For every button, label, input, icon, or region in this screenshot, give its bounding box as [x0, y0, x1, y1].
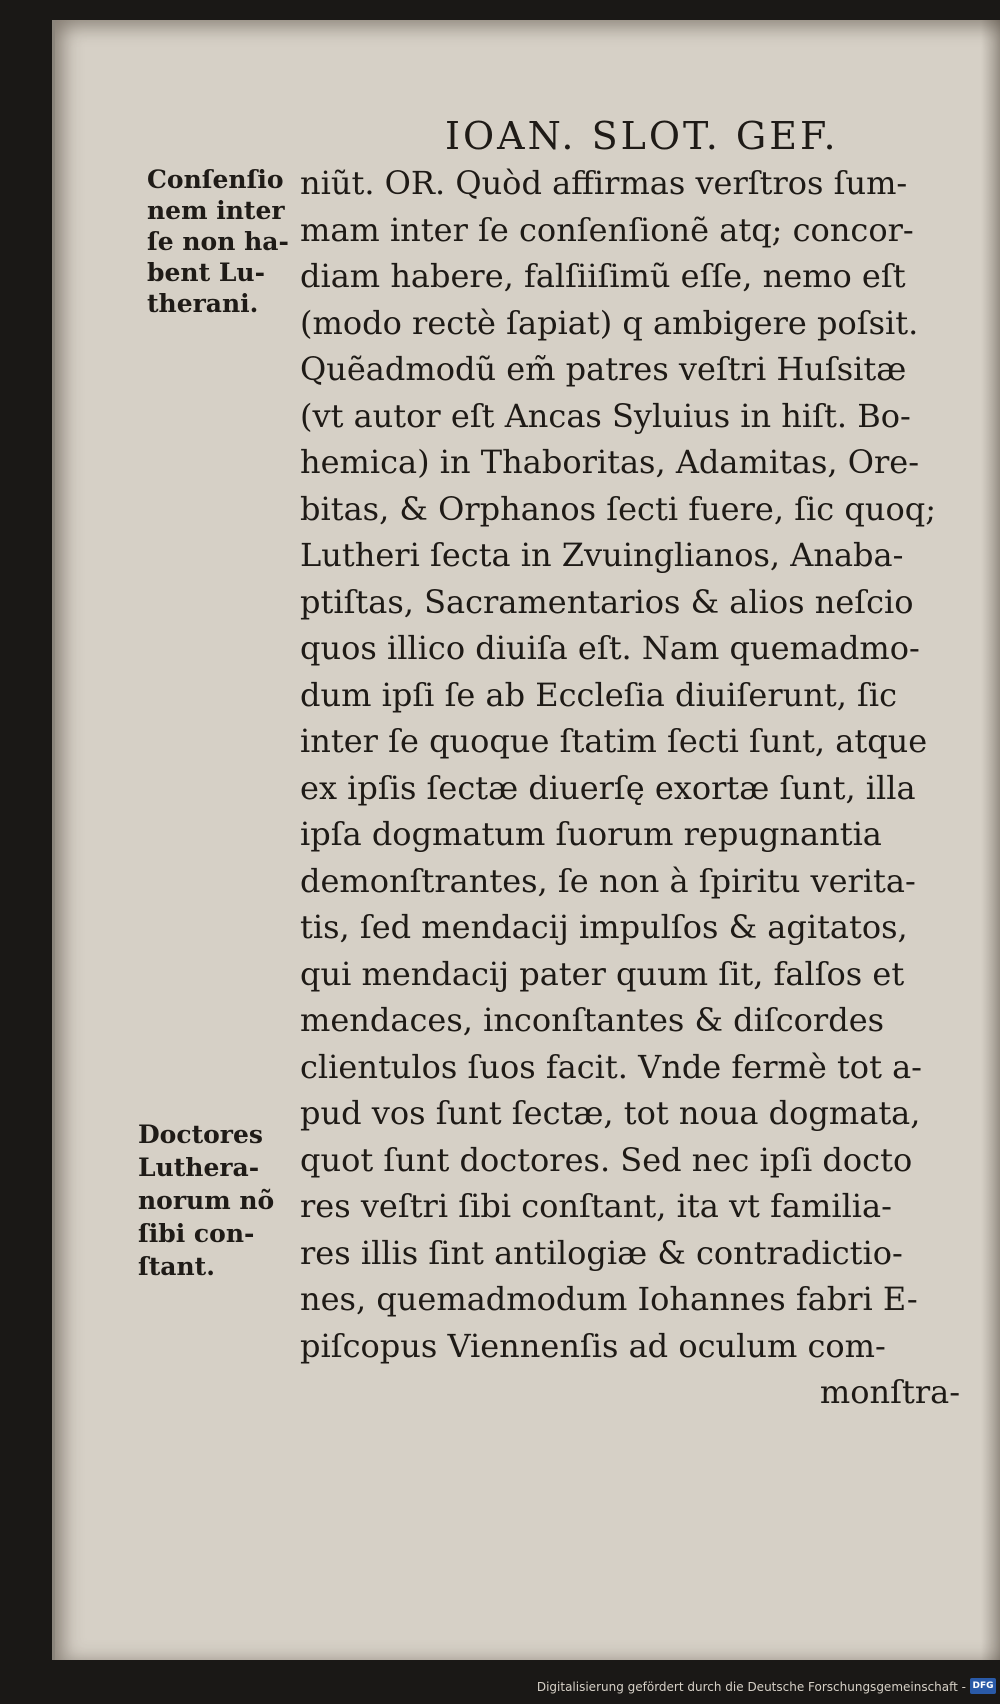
text-line: qui mendacij pater quum ſit, falſos et	[300, 954, 905, 993]
text-line: pud vos ſunt ſectæ, tot noua dogmata,	[300, 1094, 921, 1132]
text-line: tis, ſed mendacij impulſos & agitatos,	[300, 908, 908, 946]
body-text	[300, 160, 960, 1416]
margin-note-line: therani.	[147, 289, 259, 318]
text-line: diam habere, falſiiſimũ eſſe, nemo eſt	[300, 257, 906, 295]
text-line: Lutheri ſecta in Zvuinglianos, Anaba-	[300, 536, 904, 574]
text-line: inter ſe quoque ſtatim ſecti ſunt, atque	[300, 722, 928, 760]
margin-note-1	[147, 164, 289, 319]
text-line: clientulos ſuos facit. Vnde fermè tot a-	[300, 1047, 922, 1086]
text-line: res veſtri ſibi conſtant, ita vt familia-	[300, 1187, 892, 1225]
margin-note-2	[138, 1118, 274, 1283]
margin-note-line: ſe non ha-	[147, 227, 289, 256]
text-line: Quẽadmodũ em̃ patres veſtri Huſsitæ	[300, 350, 907, 388]
text-line: niũt. OR. Quòd affirmas verſtros ſum-	[300, 164, 908, 202]
text-line: (vt autor eſt Ancas Syluius in hiſt. Bo-	[300, 396, 911, 435]
margin-note-line: bent Lu-	[147, 258, 265, 287]
text-line: demonſtrantes, ſe non à ſpiritu verita-	[300, 861, 916, 900]
text-line: hemica) in Thaboritas, Adamitas, Ore-	[300, 443, 920, 481]
text-line: ptiſtas, Sacramentarios & alios neſcio	[300, 582, 914, 621]
margin-note-line: Conſenſio	[147, 165, 284, 194]
margin-note-line: nem inter	[147, 196, 285, 225]
text-line: mam inter ſe conſenſionẽ atq; concor-	[300, 210, 914, 249]
text-line: quot ſunt doctores. Sed nec ipſi docto	[300, 1140, 913, 1179]
text-line: res illis ſint antilogiæ & contradictio-	[300, 1233, 903, 1272]
text-line: mendaces, inconſtantes & diſcordes	[300, 1001, 885, 1039]
funding-credit: Digitalisierung gefördert durch die Deutsche Forschungsgemeinschaft -	[536, 1680, 966, 1694]
margin-note-line: norum nõ	[138, 1186, 275, 1215]
margin-note-line: ſtant.	[138, 1252, 215, 1281]
text-line: ex ipſis ſectæ diuerſę exortæ ſunt, illa	[300, 768, 916, 807]
catchword: monſtra-	[819, 1373, 960, 1411]
margin-note-line: Doctores	[138, 1120, 263, 1149]
text-line: nes, quemadmodum Iohannes fabri E-	[300, 1280, 918, 1318]
text-line: ipſa dogmatum ſuorum repugnantia	[300, 815, 882, 853]
margin-note-line: Luthera-	[138, 1153, 260, 1182]
text-line: quos illico diuiſa eſt. Nam quemadmo-	[300, 629, 920, 667]
text-line: (modo rectè ſapiat) q ambigere poſsit.	[300, 303, 919, 342]
text-line: dum ipſi ſe ab Eccleſia diuiſerunt, ſic	[300, 675, 898, 714]
text-line: bitas, & Orphanos ſecti fuere, ſic quoq;	[300, 489, 936, 528]
dfg-logo-icon: DFG	[970, 1678, 996, 1694]
footer-bar	[0, 1660, 1000, 1704]
margin-note-line: ſibi con-	[138, 1219, 255, 1248]
text-line: piſcopus Viennenſis ad oculum com-	[300, 1326, 886, 1365]
running-header: IOAN. SLOT. GEF.	[445, 114, 839, 158]
